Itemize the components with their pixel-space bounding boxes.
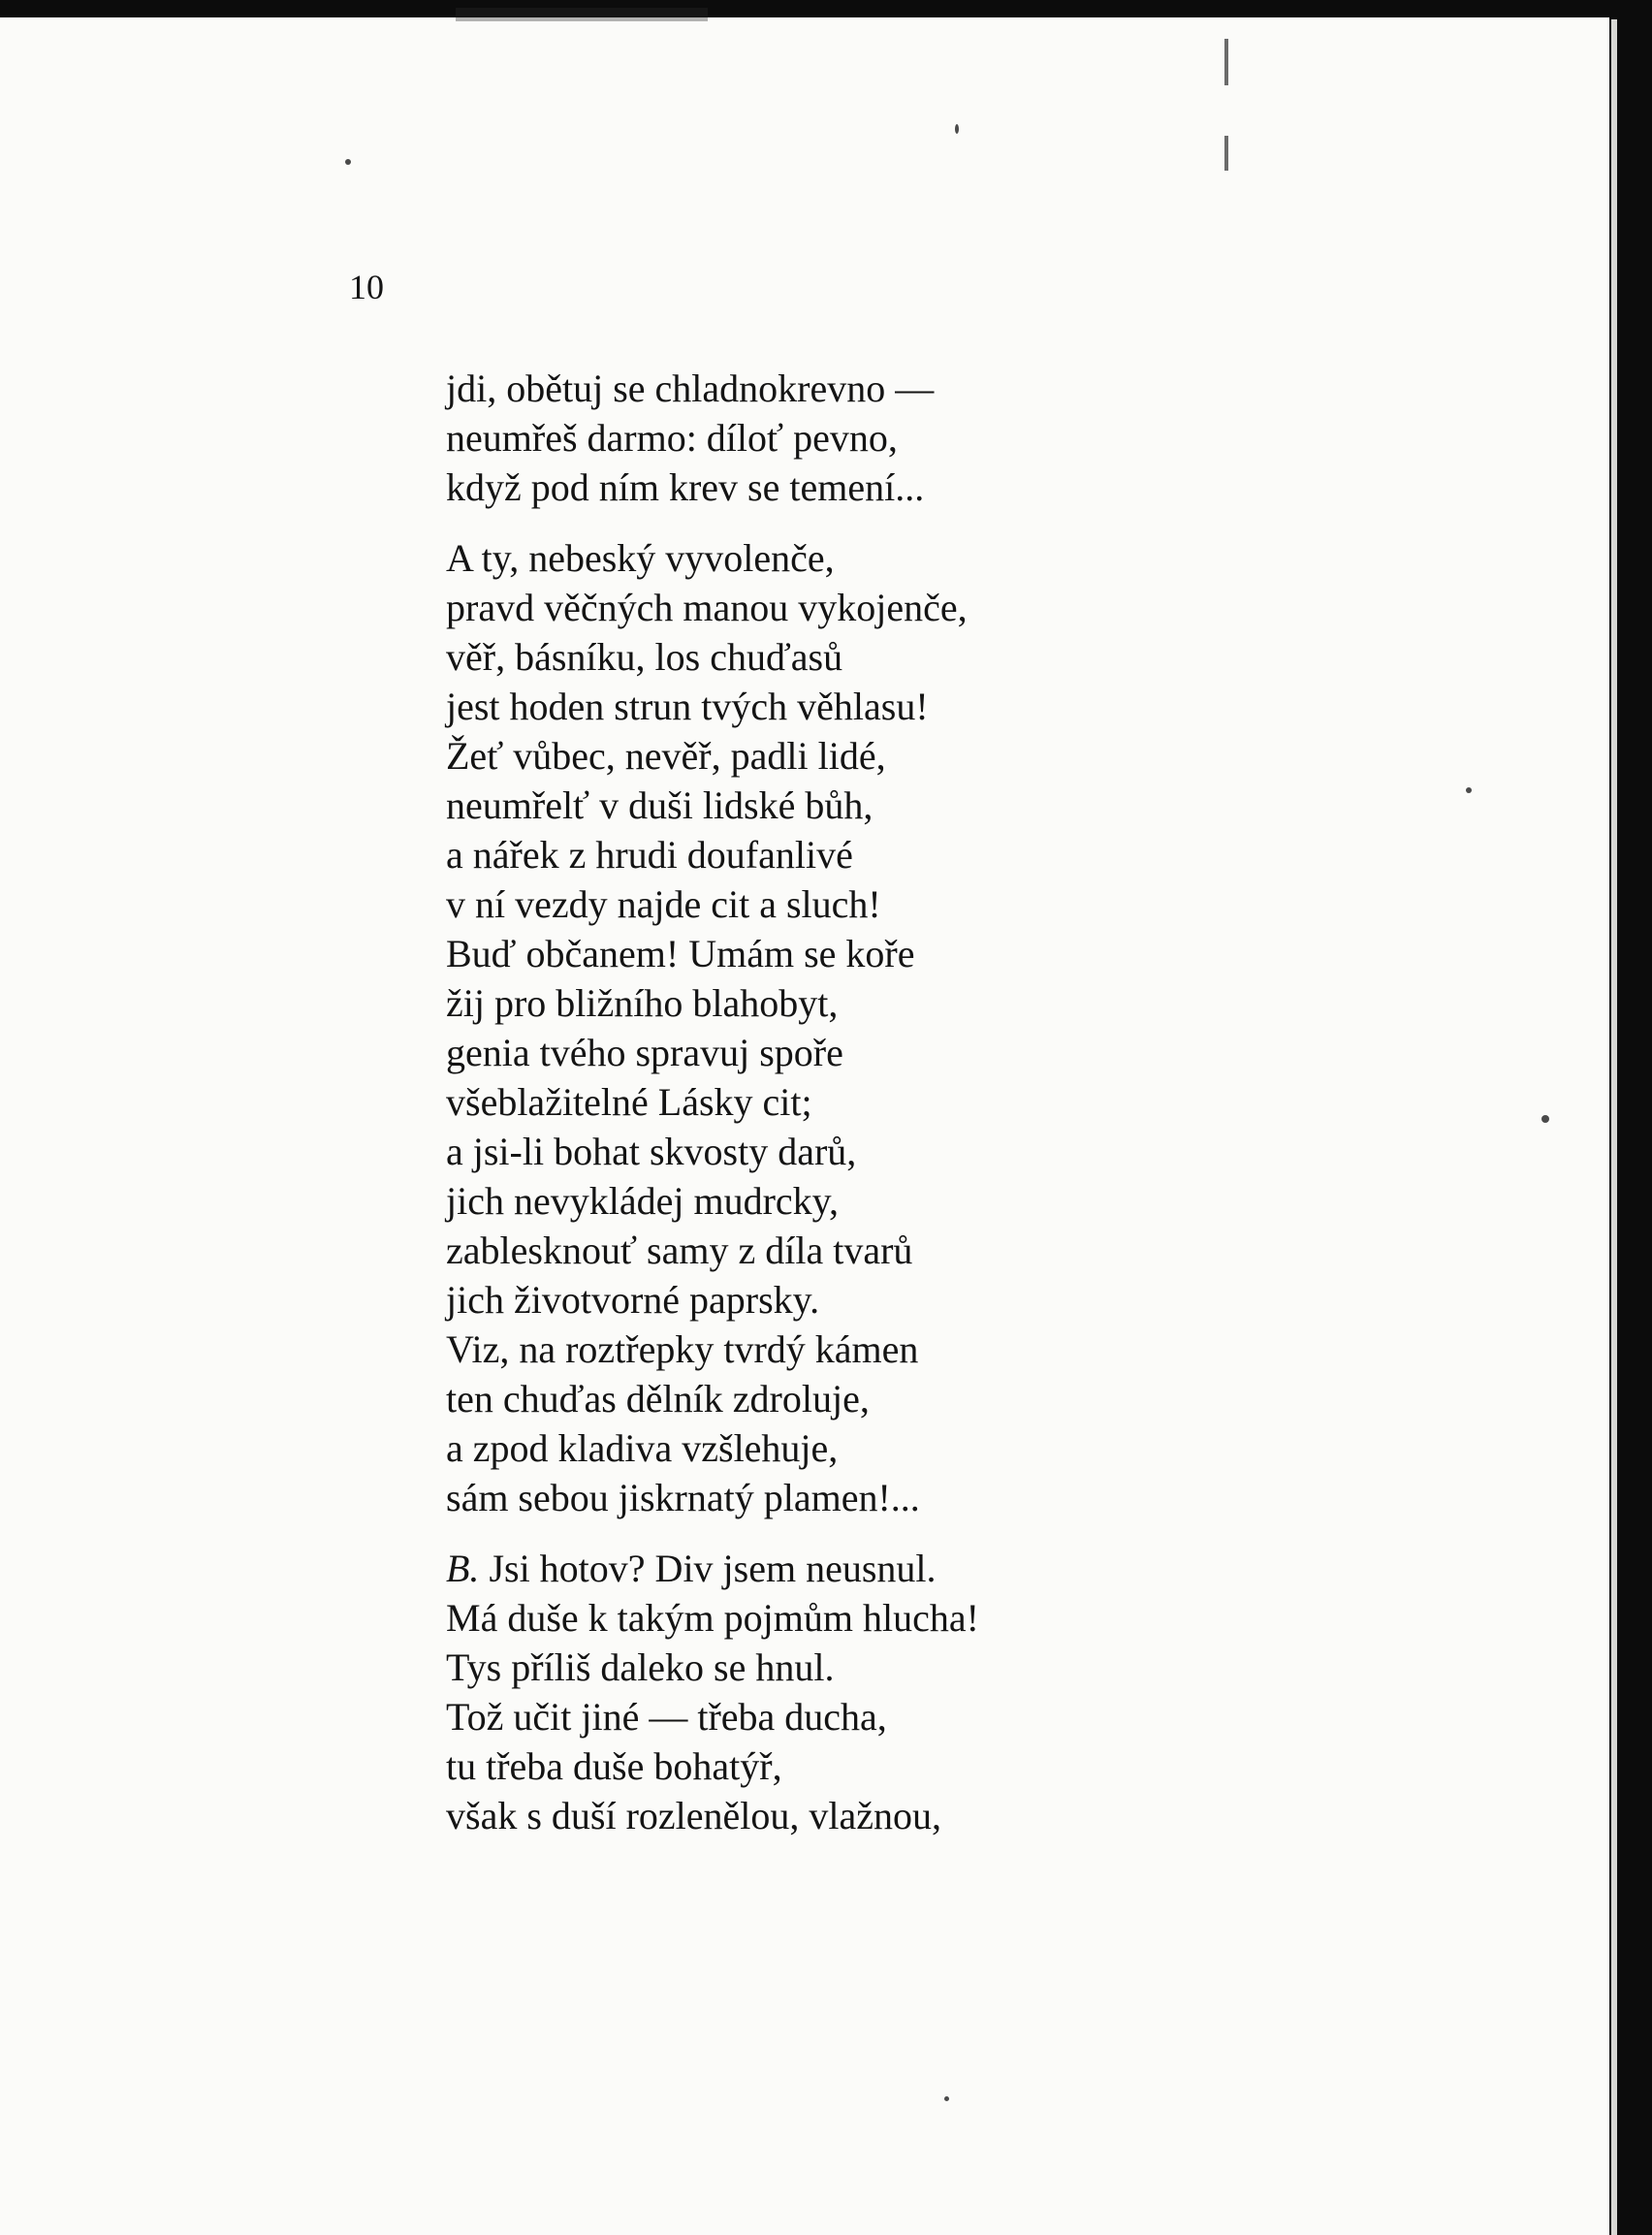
verse-text: ten chuďas dělník zdroluje,: [446, 1377, 870, 1421]
verse-text: Žeť vůbec, nevěř, padli lidé,: [446, 734, 886, 778]
verse-text: Má duše k takým pojmům hlucha!: [446, 1596, 979, 1640]
verse-text: A ty, nebeský vyvolenče,: [446, 536, 835, 580]
verse-text: genia tvého spravuj spoře: [446, 1031, 843, 1074]
verse-line: [446, 978, 1590, 1028]
verse-line: [446, 1077, 1590, 1127]
verse-line: [446, 1127, 1590, 1176]
verse-text: neumřelť v duši lidské bůh,: [446, 783, 874, 827]
verse-text: Viz, na roztřepky tvrdý kámen: [446, 1327, 919, 1371]
verse-text: a zpod kladiva vzšlehuje,: [446, 1426, 839, 1470]
verse-text: a jsi-li bohat skvosty darů,: [446, 1130, 857, 1173]
verse-line: [446, 830, 1590, 879]
page-number: 10: [349, 268, 384, 306]
verse-line: [446, 1176, 1590, 1226]
verse-text: v ní vezdy najde cit a sluch!: [446, 882, 881, 926]
verse-text: Tož učit jiné — třeba ducha,: [446, 1695, 887, 1739]
verse-text: a nářek z hrudi doufanlivé: [446, 833, 853, 877]
verse-text: věř, básníku, los chuďasů: [446, 635, 843, 679]
scan-speck: [955, 124, 959, 134]
verse-text: žij pro bližního blahobyt,: [446, 981, 839, 1025]
verse-text: Jsi hotov? Div jsem neusnul.: [479, 1547, 937, 1590]
verse-line: [446, 682, 1590, 731]
verse-line: [446, 632, 1590, 682]
verse-line: [446, 1643, 1590, 1692]
verse-text: všeblažitelné Lásky cit;: [446, 1080, 812, 1124]
page-edge: [1611, 19, 1617, 2235]
verse-line: [446, 364, 1590, 413]
scan-speck: [944, 2096, 949, 2101]
verse-line: [446, 1374, 1590, 1423]
verse-line: [446, 463, 1590, 512]
verse-text: však s duší rozlenělou, vlažnou,: [446, 1794, 941, 1837]
verse-text: jich nevykládej mudrcky,: [446, 1179, 840, 1223]
verse-text: neumřeš darmo: díloť pevno,: [446, 416, 898, 460]
verse-line: [446, 1423, 1590, 1473]
stanza: [446, 364, 1590, 512]
verse-line: [446, 1692, 1590, 1741]
verse-line: [446, 781, 1590, 830]
verse-line: [446, 1741, 1590, 1791]
verse-text: pravd věčných manou vykojenče,: [446, 586, 968, 629]
speaker-label: B.: [446, 1547, 480, 1590]
verse-text: když pod ním krev se temení...: [446, 465, 925, 509]
verse-text: Tys příliš daleko se hnul.: [446, 1645, 835, 1689]
verse-text: Buď občanem! Umám se koře: [446, 932, 915, 975]
verse-line: [446, 929, 1590, 978]
verse-text: zablesknouť samy z díla tvarů: [446, 1229, 913, 1272]
scan-mark: [1224, 39, 1228, 85]
verse-line: [446, 1544, 1590, 1593]
verse-line: [446, 1791, 1590, 1840]
verse-text: jdi, obětuj se chladnokrevno —: [446, 367, 935, 410]
verse-line: [446, 731, 1590, 781]
verse-line: [446, 413, 1590, 463]
verse-line: [446, 533, 1590, 583]
verse-line: [446, 1325, 1590, 1374]
scan-smudge: [456, 8, 708, 21]
scan-mark: [1224, 136, 1228, 171]
verse-line: [446, 1275, 1590, 1325]
verse-text: jest hoden strun tvých věhlasu!: [446, 685, 929, 728]
verse-text: sám sebou jiskrnatý plamen!...: [446, 1476, 920, 1519]
verse-line: [446, 879, 1590, 929]
poem-text: [446, 364, 1590, 1840]
verse-line: [446, 1593, 1590, 1643]
verse-line: [446, 1226, 1590, 1275]
verse-line: [446, 1028, 1590, 1077]
verse-text: tu třeba duše bohatýř,: [446, 1744, 782, 1788]
verse-text: jich životvorné paprsky.: [446, 1278, 820, 1322]
verse-line: [446, 1473, 1590, 1522]
verse-line: [446, 583, 1590, 632]
scan-speck: [345, 159, 351, 165]
stanza: [446, 533, 1590, 1522]
stanza: [446, 1544, 1590, 1840]
